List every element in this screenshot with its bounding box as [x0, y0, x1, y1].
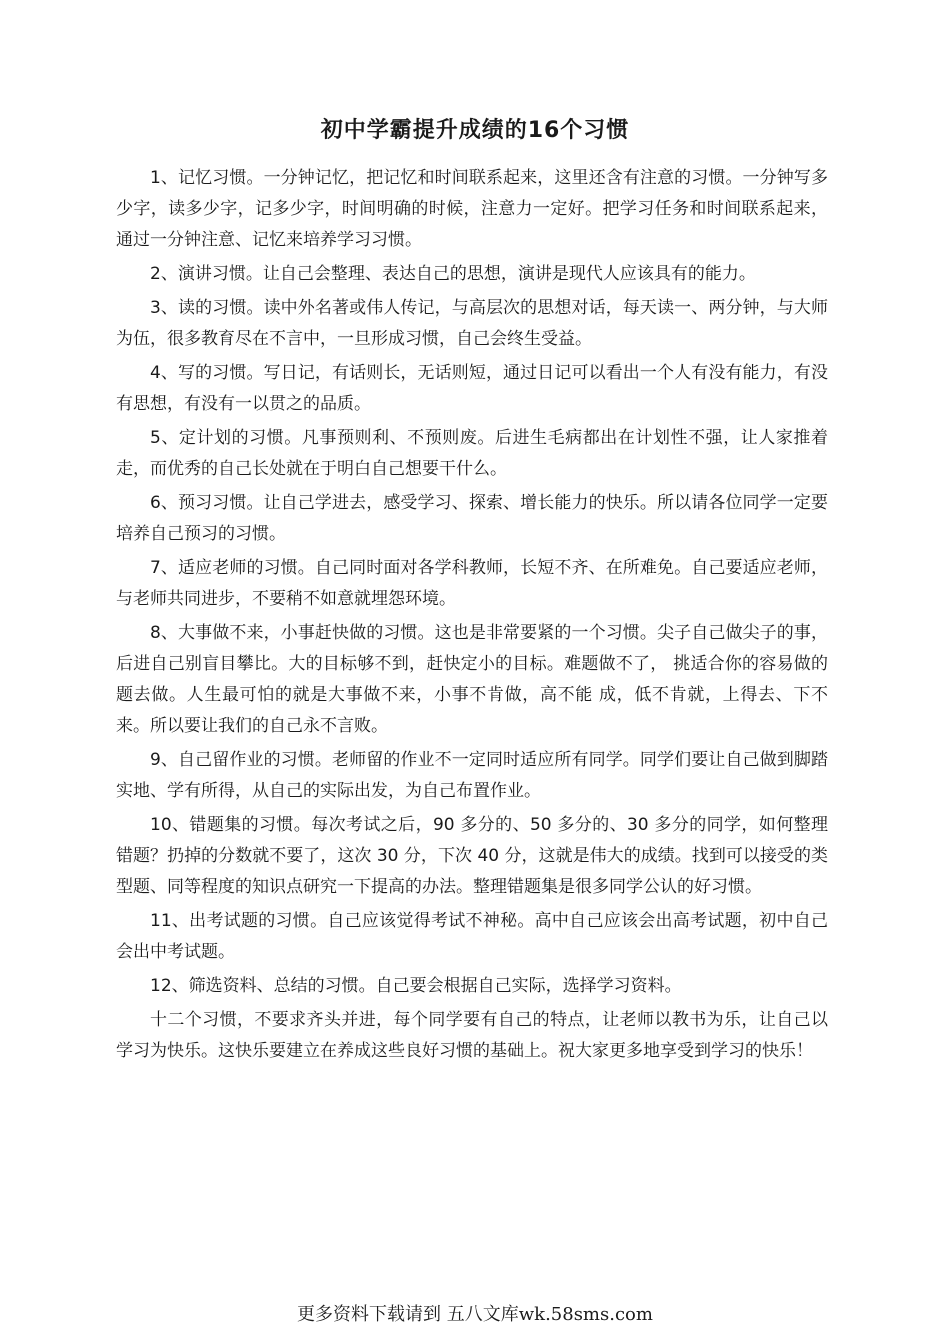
paragraph-habit-7: 7、适应老师的习惯。自己同时面对各学科教师，长短不齐、在所难免。自己要适应老师，与老师共同进步，不要稍不如意就埋怨环境。 — [116, 558, 828, 609]
paragraph-habit-4: 4、写的习惯。写日记，有话则长，无话则短，通过日记可以看出一个人有没有能力，有没有思想，有没有一以贯之的品质。 — [116, 363, 828, 414]
document-title: 初中学霸提升成绩的16个习惯 — [320, 118, 630, 143]
footer-download-link[interactable]: 更多资料下载请到 五八文库wk.58sms.com — [297, 1304, 653, 1325]
paragraph-habit-11: 11、出考试题的习惯。自己应该觉得考试不神秘。高中自己应该会出高考试题，初中自己会出中考试题。 — [116, 911, 828, 962]
paragraph-habit-12: 12、筛选资料、总结的习惯。自己要会根据自己实际，选择学习资料。 — [150, 976, 682, 996]
document-body — [116, 163, 828, 1070]
paragraph-habit-8: 8、大事做不来，小事赶快做的习惯。这也是非常要紧的一个习惯。尖子自己做尖子的事，后进自己别盲目攀比。大的目标够不到，赶快定小的目标。难题做不了， 挑适合你的容易做的题去做。人生最可怕的就是大事做不来，小事不肯做，高不能 成，低不肯就，上得去、下不来。所以要让我们的自己永不言败。 — [116, 623, 828, 736]
paragraph-habit-1: 1、记忆习惯。一分钟记忆，把记忆和时间联系起来，这里还含有注意的习惯。一分钟写多少字，读多少字，记多少字，时间明确的时候，注意力一定好。把学习任务和时间联系起来，通过一分钟注意、记忆来培养学习习惯。 — [116, 168, 828, 250]
paragraph-habit-2: 2、演讲习惯。让自己会整理、表达自己的思想，演讲是现代人应该具有的能力。 — [150, 264, 756, 284]
paragraph-habit-3: 3、读的习惯。读中外名著或伟人传记，与高层次的思想对话，每天读一、两分钟，与大师为伍，很多教育尽在不言中，一旦形成习惯，自己会终生受益。 — [116, 298, 828, 349]
paragraph-habit-5: 5、定计划的习惯。凡事预则利、不预则废。后进生毛病都出在计划性不强，让人家推着走，而优秀的自己长处就在于明白自己想要干什么。 — [116, 428, 828, 479]
paragraph-conclusion: 十二个习惯，不要求齐头并进，每个同学要有自己的特点，让老师以教书为乐，让自己以学习为快乐。这快乐要建立在养成这些良好习惯的基础上。祝大家更多地享受到学习的快乐！ — [116, 1010, 828, 1061]
paragraph-habit-9: 9、自己留作业的习惯。老师留的作业不一定同时适应所有同学。同学们要让自己做到脚踏实地、学有所得，从自己的实际出发，为自己布置作业。 — [116, 750, 828, 801]
paragraph-habit-10: 10、错题集的习惯。每次考试之后，90 多分的、50 多分的、30 多分的同学，如何整理错题？扔掉的分数就不要了，这次 30 分，下次 40 分，这就是伟大的成绩。找到可以接受的类型题、同等程度的知识点研究一下提高的办法。整理错题集是很多同学公认的好习惯。 — [116, 815, 828, 897]
paragraph-habit-6: 6、预习习惯。让自己学进去，感受学习、探索、增长能力的快乐。所以请各位同学一定要培养自己预习的习惯。 — [116, 493, 828, 544]
